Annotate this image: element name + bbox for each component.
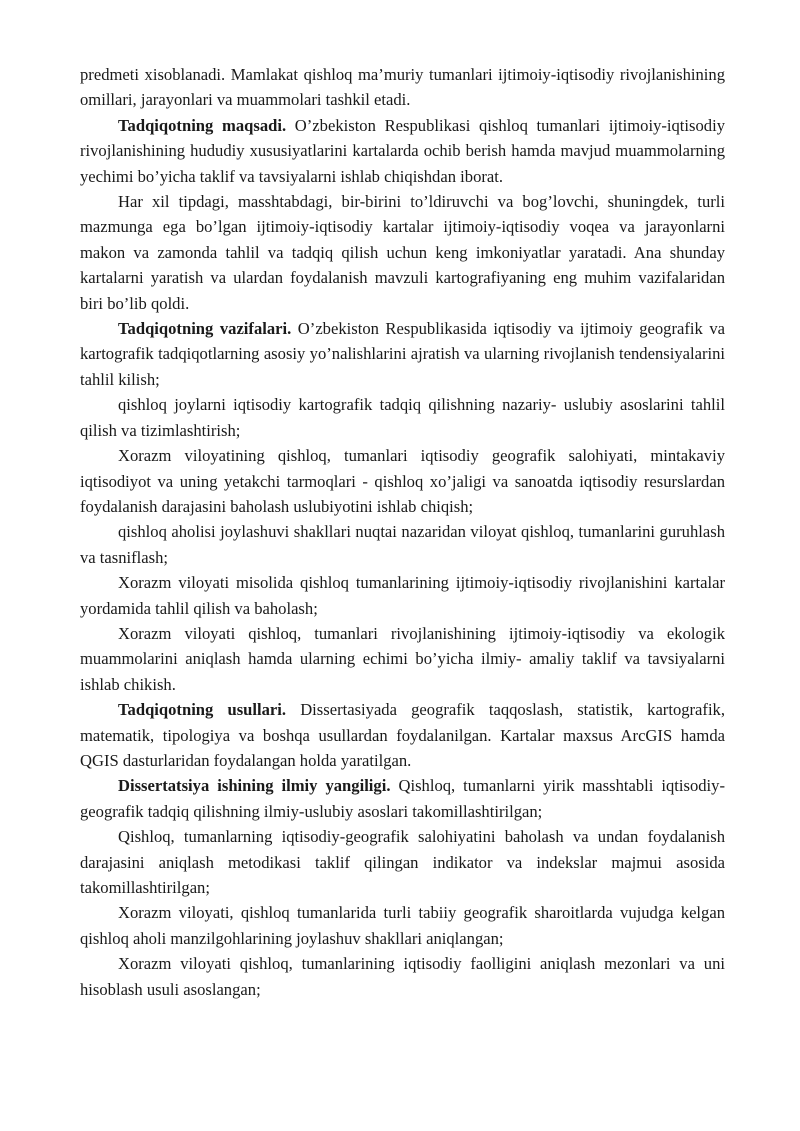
- paragraph-text: Qishloq, tumanlarning iqtisodiy-geografik salohiyatini baholash va undan foydalanish darajasini aniqlash metodikasi taklif qilingan indikator va indekslar majmui asosida takomillashtirilgan;: [80, 827, 725, 897]
- paragraph-text: Qishloq, tumanlarni yirik masshtabli iqtisodiy-geografik tadqiq qilishning ilmiy-uslubiy asoslari takomillashtirilgan;: [80, 776, 725, 821]
- paragraph-task-grouping: [80, 519, 725, 570]
- paragraph-task-potential: [80, 443, 725, 519]
- paragraph-text: O’zbekiston Respublikasi qishloq tumanlari ijtimoiy-iqtisodiy rivojlanishining hududiy xususiyatlarini kartalarda ochib berish hamda mavjud muammolarning yechimi bo’yicha taklif va tavsiyalarni ishlab chiqishdan iborat.: [80, 115, 725, 186]
- paragraph-novelty-assessment: [80, 824, 725, 900]
- paragraph-text: Xorazm viloyati misolida qishloq tumanlarining ijtimoiy-iqtisodiy rivojlanishini kartalar yordamida tahlil qilish va baholash;: [80, 573, 725, 618]
- paragraph-research-methods: [80, 697, 725, 773]
- paragraph-research-goal: [80, 113, 725, 189]
- section-heading-goal: Tadqiqotning maqsadi.: [118, 115, 287, 135]
- paragraph-subject: [80, 62, 725, 113]
- paragraph-text: Xorazm viloyati qishloq, tumanlari rivojlanishining ijtimoiy-iqtisodiy va ekologik muammolarini aniqlash hamda ularning echimi bo’yicha ilmiy- amaliy taklif va tavsiyalarni ishlab chikish.: [80, 623, 725, 694]
- paragraph-text: O’zbekiston Respublikasida iqtisodiy va ijtimoiy geografik va kartografik tadqiqotlarning asosiy yo’nalishlarini ajratish va ularning rivojlanish tendensiyalarini tahlil kilish;: [80, 319, 725, 389]
- paragraph-text: Xorazm viloyatining qishloq, tumanlari iqtisodiy geografik salohiyati, mintakaviy iqtisodiyot va uning yetakchi tarmoqlari - qishloq xo’jaligi va sanoatda iqtisodiy resurslardan foydalanish darajasini baholash uslubiyotini ishlab chiqish;: [80, 446, 725, 516]
- paragraph-text: qishloq joylarni iqtisodiy kartografik tadqiq qilishning nazariy- uslubiy asoslarini tahlil qilish va tizimlashtirish;: [80, 395, 725, 440]
- paragraph-novelty-settlements: [80, 900, 725, 951]
- paragraph-task-methodology: [80, 392, 725, 443]
- paragraph-text: Xorazm viloyati qishloq, tumanlarining iqtisodiy faolligini aniqlash mezonlari va uni hisoblash usuli asoslangan;: [80, 954, 725, 999]
- paragraph-scientific-novelty: [80, 773, 725, 824]
- paragraph-novelty-activity: [80, 951, 725, 1002]
- paragraph-text: Har xil tipdagi, masshtabdagi, bir-birini to’ldiruvchi va bog’lovchi, shuningdek, turli mazmunga ega bo’lgan ijtimoiy-iqtisodiy kartalar ijtimoiy-iqtisodiy voqea va jarayonlarni makon va zamonda tahlil va tadqiq qilish uchun keng imkoniyatlar yaratadi. Ana shunday kartalarni yaratish va ulardan foydalanish mavzuli kartografiyaning eng muhim vazifalaridan biri bo’lib qoldi.: [80, 192, 725, 313]
- section-heading-novelty: Dissertatsiya ishining ilmiy yangiligi.: [118, 776, 391, 796]
- section-heading-methods: Tadqiqotning usullari.: [118, 700, 287, 720]
- paragraph-task-problems: [80, 621, 725, 697]
- paragraph-text: predmeti xisoblanadi. Mamlakat qishloq ma’muriy tumanlari ijtimoiy-iqtisodiy rivojlanishining omillari, jarayonlari va muammolari tashkil etadi.: [80, 65, 725, 110]
- section-heading-tasks: Tadqiqotning vazifalari.: [118, 319, 292, 339]
- document-page: [80, 62, 725, 1002]
- paragraph-text: Dissertasiyada geografik taqqoslash, statistik, kartografik, matematik, tipologiya va boshqa usullardan foydalanilgan. Kartalar maxsus ArcGIS hamda QGIS dasturlaridan foydalangan holda yaratilgan.: [80, 700, 726, 770]
- paragraph-text: Xorazm viloyati, qishloq tumanlarida turli tabiiy geografik sharoitlarda vujudga kelgan qishloq aholi manzilgohlarining joylashuv shakllari aniqlangan;: [80, 903, 725, 948]
- paragraph-task-mapping: [80, 570, 725, 621]
- paragraph-research-tasks: [80, 316, 725, 392]
- paragraph-text: qishloq aholisi joylashuvi shakllari nuqtai nazaridan viloyat qishloq, tumanlarini guruhlash va tasniflash;: [80, 522, 725, 567]
- paragraph-maps-role: [80, 189, 725, 316]
